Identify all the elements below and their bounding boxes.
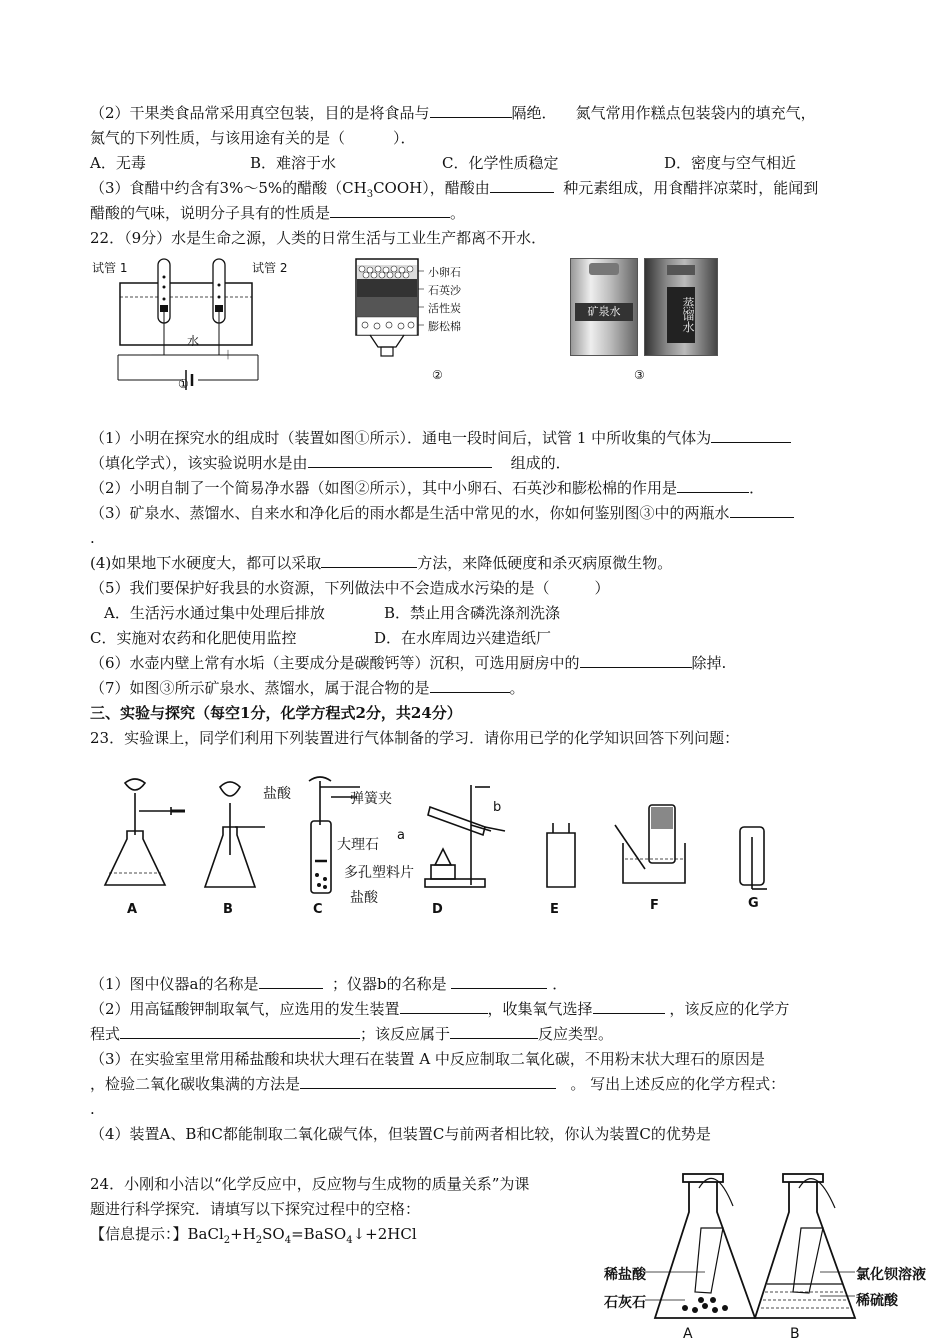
answer-blank[interactable] (430, 678, 510, 693)
text: 。 (450, 204, 466, 222)
answer-blank[interactable] (321, 553, 417, 568)
hydrochloric-acid-label: 盐酸 (263, 786, 291, 802)
q23-part2-line1 (90, 999, 789, 1019)
activated-carbon-label: 活性炭 (428, 302, 461, 315)
answer-blank[interactable] (330, 203, 450, 218)
q23-title: 23．实验课上，同学们利用下列装置进行气体制备的学习．请你用已学的化学知识回答下列问题： (90, 729, 740, 747)
mineral-water-photo (570, 258, 638, 356)
q23-part3-end: . (90, 1100, 95, 1118)
tube2-label: 试管 2 (252, 261, 288, 275)
text: ）． (393, 129, 416, 147)
text: ，收集氧气选择 (487, 1000, 593, 1018)
text: ，该反应的化学方 (669, 1000, 790, 1018)
option-b[interactable]: B．难溶于水 (250, 154, 337, 172)
answer-blank[interactable] (400, 999, 488, 1014)
answer-blank[interactable] (308, 453, 492, 468)
q21-part3-line1 (90, 178, 818, 205)
answer-blank[interactable] (259, 974, 323, 989)
plus-label: ＋ (222, 348, 235, 362)
text: ． (749, 479, 765, 497)
text: 【信息提示：】BaCl (90, 1225, 224, 1243)
text: （2）用高锰酸钾制取氧气，应选用的发生装置 (90, 1000, 400, 1018)
text: 氮气的下列性质，与该用途有关的是（ (90, 129, 346, 147)
text: 反应类型。 (538, 1025, 614, 1043)
option-a[interactable]: A．无毒 (90, 154, 146, 172)
q23-part3-line2 (90, 1074, 785, 1094)
q23-part4: （4）装置A、B和C都能制取二氧化碳气体，但装置C与前两者相比较，你认为装置C的优势是 (90, 1125, 711, 1143)
text: 种元素组成，用食醋拌凉菜时，能闻到 (563, 179, 819, 197)
text: （填化学式），该实验说明水是由 (90, 454, 308, 472)
apparatus-label-c: C (313, 902, 323, 917)
q22-part4 (90, 553, 672, 573)
spring-clip-label: 弹簧夹 (350, 791, 392, 807)
electrolysis-figure (88, 255, 288, 395)
text: （2）干果类食品常采用真空包装，目的是将食品与 (90, 104, 430, 122)
q22-part5-options-ab (104, 603, 560, 623)
apparatus-label-d: D (432, 902, 443, 917)
q22-part3 (90, 503, 794, 523)
answer-blank[interactable] (711, 428, 791, 443)
text: （7）如图③所示矿泉水、蒸馏水，属于混合物的是 (90, 679, 430, 697)
tube1-label: 试管 1 (92, 261, 128, 275)
instrument-b-label: b (493, 800, 502, 815)
answer-blank[interactable] (490, 178, 554, 193)
text: SO (262, 1225, 285, 1243)
distilled-water-photo (644, 258, 718, 356)
instrument-a-label: a (397, 828, 405, 843)
water-label: 水 (187, 334, 200, 348)
text: 。 (570, 1075, 586, 1093)
q22-part5-options-cd (90, 628, 551, 648)
q23-part1 (90, 974, 567, 994)
answer-blank[interactable] (593, 999, 665, 1014)
apparatus-label-e: E (550, 902, 559, 917)
text: +H (230, 1225, 256, 1243)
apparatus-label-b: B (223, 902, 233, 917)
minus-label: － (150, 348, 163, 362)
dilute-sulfuric-acid-label: 稀硫酸 (856, 1293, 898, 1309)
quartz-sand-label: 石英沙 (428, 284, 461, 297)
text: 组成的． (510, 454, 571, 472)
marble-label: 大理石 (337, 837, 379, 853)
q24-line2: 题进行科学探究．请填写以下探究过程中的空格： (90, 1200, 421, 1218)
q22-part6 (90, 653, 726, 673)
option-d[interactable]: D．密度与空气相近 (664, 154, 797, 172)
answer-blank[interactable] (730, 503, 794, 518)
subscript: 2 (223, 1235, 231, 1246)
figure-number: ① (178, 377, 189, 391)
option-c[interactable]: C．化学性质稳定 (442, 154, 559, 172)
q22-part1-line1 (90, 428, 791, 448)
q22-part7 (90, 678, 525, 698)
text: （1）小明在探究水的组成时（装置如图①所示）．通电一段时间后，试管 1 中所收集的气体为 (90, 429, 712, 447)
q21-part2-line1 (90, 103, 816, 123)
q24-hint (90, 1224, 417, 1251)
barium-chloride-label: 氯化钡溶液 (856, 1267, 926, 1283)
pebble-label: 小卵石 (428, 266, 461, 279)
subscript: 2 (255, 1235, 263, 1246)
mass-conservation-figure (645, 1168, 885, 1328)
q22-title: 22．（9分）水是生命之源，人类的日常生活与工业生产都离不开水． (90, 229, 547, 247)
mineral-water-label: 矿泉水 (575, 303, 633, 321)
answer-blank[interactable] (450, 1024, 538, 1039)
apparatus-label-f: F (650, 898, 659, 913)
q22-part2 (90, 478, 764, 498)
text: ；仪器b的名称是 (332, 975, 447, 993)
section-3-heading: 三、实验与探究（每空1分，化学方程式2分，共24分） (90, 704, 462, 722)
answer-blank[interactable] (300, 1074, 556, 1089)
q24-line1: 24．小刚和小洁以“化学反应中，反应物与生成物的质量关系”为课 (90, 1175, 530, 1193)
q21-part3-line2 (90, 203, 465, 223)
q22-part5: （5）我们要保护好我县的水资源，下列做法中不会造成水污染的是（ ） (90, 579, 610, 597)
text: 写出上述反应的化学方程式： (590, 1075, 786, 1093)
answer-blank[interactable] (430, 103, 512, 118)
text: ，检验二氧化碳收集满的方法是 (90, 1075, 301, 1093)
text: 。 (509, 679, 525, 697)
option-d[interactable]: D．在水库周边兴建造纸厂 (374, 629, 552, 647)
cotton-label: 膨松棉 (428, 320, 461, 333)
limestone-label: 石灰石 (604, 1295, 646, 1311)
answer-blank[interactable] (120, 1024, 360, 1039)
text: COOH），醋酸由 (373, 179, 490, 197)
q21-options (90, 153, 796, 173)
apparatus-label-g: G (748, 896, 759, 911)
text: (4)如果地下水硬度大，都可以采取 (90, 554, 322, 572)
text: 醋酸的气味，说明分子具有的性质是 (90, 204, 331, 222)
text: （3）食醋中约含有3%～5%的醋酸（CH (90, 179, 367, 197)
hydrochloric-acid-label-2: 盐酸 (350, 890, 378, 906)
text: ↓+2HCl (352, 1225, 417, 1243)
porous-plate-label: 多孔塑料片 (344, 865, 414, 881)
dilute-hcl-label: 稀盐酸 (604, 1267, 646, 1283)
distilled-water-label: 蒸馏水 (667, 287, 695, 343)
apparatus-label-a: A (127, 902, 138, 917)
subscript: 4 (284, 1235, 292, 1246)
text: 除掉. (691, 654, 727, 672)
text: 方法，来降低硬度和杀灭病原微生物。 (417, 554, 673, 572)
text: （3）矿泉水、蒸馏水、自来水和净化后的雨水都是生活中常见的水，你如何鉴别图③中的两瓶水 (90, 504, 730, 522)
text: ． (552, 975, 568, 993)
answer-blank[interactable] (580, 653, 692, 668)
subscript: 3 (366, 189, 374, 200)
q22-part3-end: . (90, 529, 95, 547)
q22-part1-line2 (90, 453, 571, 473)
answer-blank[interactable] (451, 974, 547, 989)
text: 隔绝． (511, 104, 557, 122)
flask-b-label: B (790, 1326, 800, 1342)
figure-number: ③ (634, 368, 645, 382)
text: （6）水壶内壁上常有水垢（主要成分是碳酸钙等）沉积，可选用厨房中的 (90, 654, 580, 672)
q23-part3-line1: （3）在实验室里常用稀盐酸和块状大理石在装置 A 中反应制取二氧化碳，不用粉末状大理石的原因是 (90, 1050, 765, 1068)
text: （2）小明自制了一个简易净水器（如图②所示），其中小卵石、石英沙和膨松棉的作用是 (90, 479, 678, 497)
water-purifier-figure (350, 255, 430, 365)
text: ；该反应属于 (360, 1025, 451, 1043)
subscript: 4 (346, 1235, 353, 1246)
option-c[interactable]: C．实施对农药和化肥使用监控 (90, 629, 297, 647)
option-a[interactable]: A．生活污水通过集中处理后排放 (104, 604, 325, 622)
text: （1）图中仪器a的名称是 (90, 975, 259, 993)
q23-part2-line2 (90, 1024, 613, 1044)
text: 程式 (90, 1025, 121, 1043)
q21-part2-line2 (90, 128, 416, 148)
flask-a-label: A (683, 1326, 693, 1342)
option-b[interactable]: B．禁止用含磷洗涤剂洗涤 (384, 604, 561, 622)
figure-number: ② (432, 368, 443, 382)
text: 氮气常用作糕点包装袋内的填充气， (575, 104, 816, 122)
text: =BaSO (291, 1225, 347, 1243)
answer-blank[interactable] (677, 478, 749, 493)
